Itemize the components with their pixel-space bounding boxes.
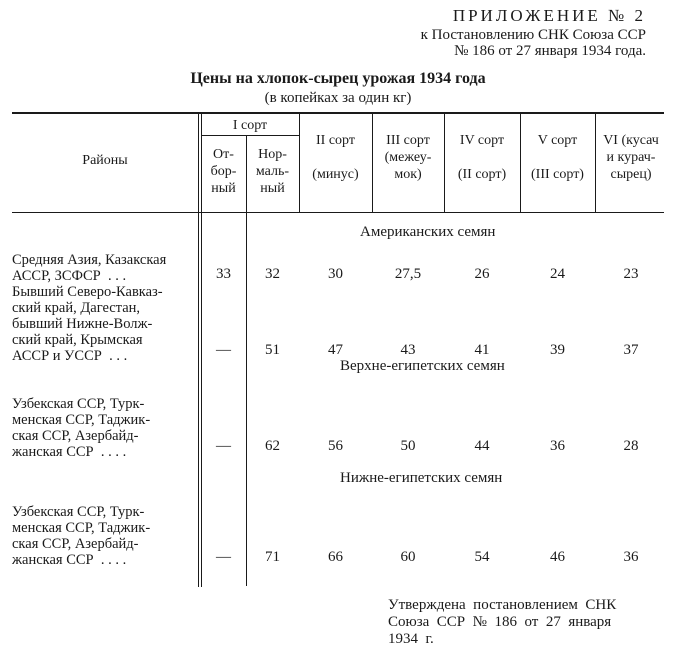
value-sort1-normal: 32 bbox=[265, 266, 280, 282]
appendix-heading: ПРИЛОЖЕНИЕ № 2 bbox=[452, 6, 646, 25]
value-sort3: 60 bbox=[400, 549, 416, 565]
header-sort6: VI (кусач и курач- сырец) bbox=[603, 133, 659, 182]
header-sort1-group: I сорт bbox=[232, 118, 268, 133]
value-sort6: 28 bbox=[623, 438, 639, 454]
value-sort6: 23 bbox=[623, 266, 639, 282]
value-sort5: 24 bbox=[550, 266, 565, 282]
region-cell: Узбекская ССР, Турк- менская ССР, Таджик- ская ССР, Азербайд- жанская ССР . . . . bbox=[12, 504, 151, 568]
value-sort4: 41 bbox=[474, 342, 490, 358]
value-sort1-normal: 71 bbox=[265, 549, 280, 565]
region-cell: Узбекская ССР, Турк- менская ССР, Таджик- ская ССР, Азербайд- жанская ССР . . . . bbox=[12, 396, 151, 460]
section-title-upper-egyptian: Верхне-египетских семян bbox=[340, 358, 505, 374]
region-cell: Бывший Северо-Кавказ- ский край, Дагестан, бывший Нижне-Волж- ский край, Крымская АССР и УССР . . . bbox=[12, 284, 163, 364]
header-sort3: III сорт (межеу- мок) bbox=[384, 133, 432, 182]
value-sort2: 30 bbox=[328, 266, 343, 282]
header-sort4: IV сорт (II сорт) bbox=[457, 133, 507, 182]
header-sort5: V сорт (III сорт) bbox=[531, 133, 584, 182]
appendix-reference-line-2: № 186 от 27 января 1934 года. bbox=[454, 43, 646, 59]
value-sort3: 27,5 bbox=[394, 266, 422, 282]
header-sort2: II сорт (минус) bbox=[312, 133, 359, 182]
table-top-rule bbox=[12, 112, 664, 114]
appendix-reference-line-1: к Постановлению СНК Союза ССР bbox=[420, 27, 646, 43]
value-sort2: 66 bbox=[328, 549, 343, 565]
document-subtitle: (в копейках за один кг) bbox=[264, 90, 412, 106]
header-regions: Районы bbox=[82, 153, 128, 168]
region-cell: Средняя Азия, Казакская АССР, ЗСФСР . . . bbox=[12, 252, 167, 284]
column-divider bbox=[246, 136, 247, 586]
value-sort4: 44 bbox=[474, 438, 490, 454]
section-title-american: Американских семян bbox=[360, 224, 496, 240]
column-divider bbox=[198, 113, 199, 587]
sort1-group-rule bbox=[201, 135, 299, 136]
section-title-lower-egyptian: Нижне-египетских семян bbox=[340, 470, 503, 486]
value-sort5: 46 bbox=[550, 549, 565, 565]
value-sort5: 39 bbox=[550, 342, 565, 358]
value-sort2: 47 bbox=[328, 342, 343, 358]
value-sort1-select: — bbox=[216, 549, 231, 565]
value-sort1-select: — bbox=[216, 438, 231, 454]
document-title: Цены на хлопок-сырец урожая 1934 года bbox=[190, 70, 486, 87]
approval-note: Утверждена постановлением СНК Союза ССР № 186 от 27 января 1934 г. bbox=[388, 597, 617, 647]
table-header-rule bbox=[12, 212, 664, 213]
header-sort1-select: От- бор- ный bbox=[210, 147, 237, 196]
value-sort4: 26 bbox=[474, 266, 490, 282]
value-sort1-select: — bbox=[216, 342, 231, 358]
value-sort3: 43 bbox=[400, 342, 416, 358]
value-sort1-select: 33 bbox=[216, 266, 231, 282]
value-sort1-normal: 51 bbox=[265, 342, 280, 358]
value-sort6: 37 bbox=[623, 342, 639, 358]
value-sort6: 36 bbox=[623, 549, 639, 565]
value-sort3: 50 bbox=[400, 438, 416, 454]
header-sort1-normal: Нор- маль- ный bbox=[255, 147, 290, 196]
value-sort4: 54 bbox=[474, 549, 490, 565]
value-sort1-normal: 62 bbox=[265, 438, 280, 454]
value-sort5: 36 bbox=[550, 438, 565, 454]
value-sort2: 56 bbox=[328, 438, 343, 454]
